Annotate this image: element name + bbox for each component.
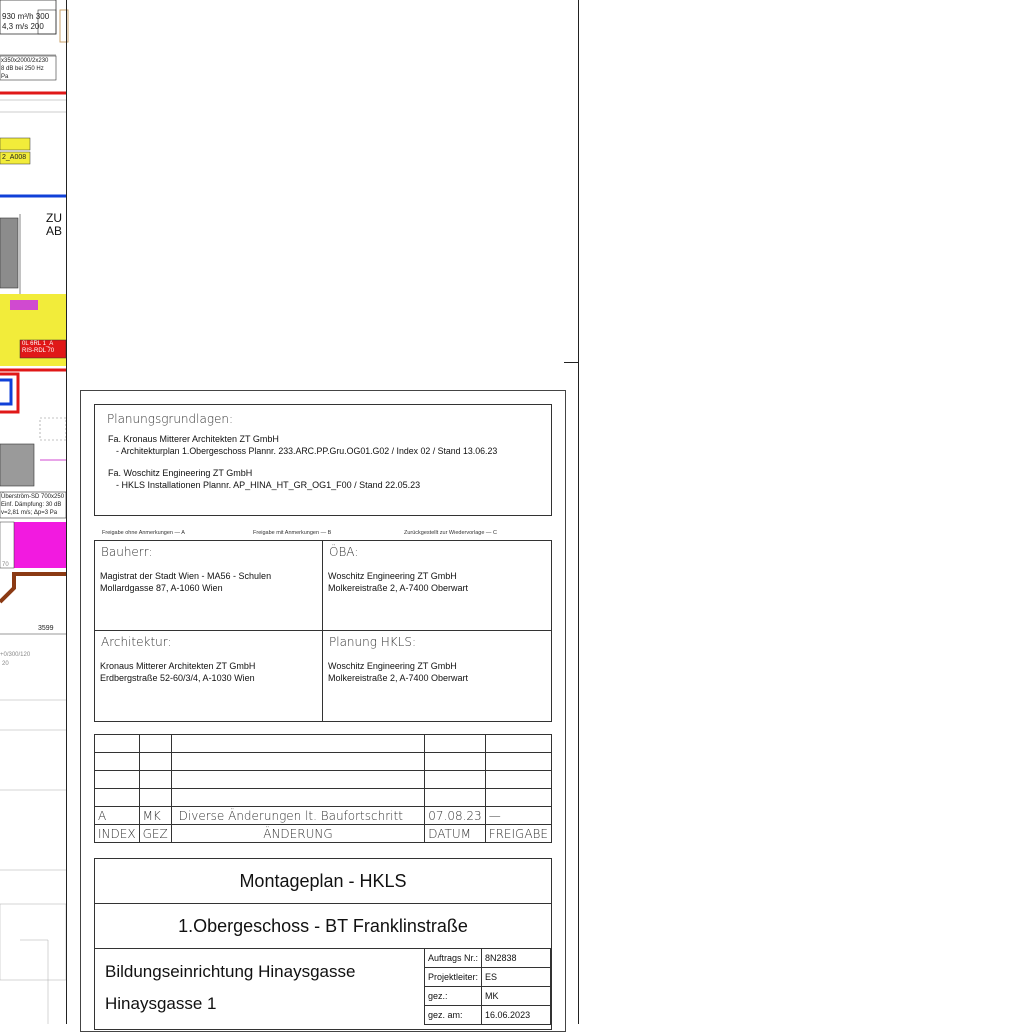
order-number-value: 8N2838 [482,949,551,968]
ab-text: AB [46,224,63,238]
drawn-date-label: gez. am: [425,1006,482,1025]
architecture-label: Architektur: [101,635,172,649]
red-tag-1: 0L 6RL 1_A [22,341,54,347]
flow-annotation [2,12,49,32]
drawing-title: Montageplan - HKLS [239,870,407,891]
revision-author: MK [139,807,171,825]
col-header-change: ÄNDERUNG [171,825,425,843]
project-name: Bildungseinrichtung Hinaysgasse [105,962,356,981]
planning-basis-line-2: - Architekturplan 1.Obergeschoss Plannr. 233.ARC.PP.Gru.OG01.G02 / Index 02 / Stand 13.06.23 [116,446,498,456]
sheet-left-border [66,0,67,1024]
approval-legend-a: Freigabe ohne Anmerkungen — A [102,530,185,536]
flow-text-1: 930 m³/h 300 [2,12,50,21]
approval-legend-c: Zurückgestellt zur Wiedervorlage — C [404,530,497,536]
dim-20: 20 [2,661,9,667]
project-info-table [424,948,551,1025]
project-lead-label: Projektleiter: [425,968,482,987]
red-duct-tag [22,341,54,355]
floor-plan-fragment [0,0,66,1024]
red-tag-2: RIS-RDL 70 [22,348,55,354]
drawn-by-label: gez.: [425,987,482,1006]
vertical-tag [0,227,2,271]
revision-empty-row [95,753,552,771]
planning-basis-line-1: Fa. Kronaus Mitterer Architekten ZT GmbH [108,434,279,444]
hkls-planning-label: Planung HKLS: [329,635,416,649]
site-supervision-line-2: Molkereistraße 2, A-7400 Oberwart [328,583,469,593]
revision-empty-row [95,735,552,753]
client-line-2: Mollardgasse 87, A-1060 Wien [100,583,223,593]
client-label: Bauherr: [101,545,153,559]
planning-basis-line-4: - HKLS Installationen Plannr. AP_HINA_HT_GR_OG1_F00 / Stand 22.05.23 [116,480,421,490]
site-supervision-label: ÖBA: [329,545,359,559]
architecture-line-1: Kronaus Mitterer Architekten ZT GmbH [100,661,256,671]
revision-date: 07.08.23 [425,807,485,825]
overflow-annotation [1,493,64,517]
planning-basis-line-3: Fa. Woschitz Engineering ZT GmbH [108,468,253,478]
room-tag: 2_A008 [2,154,27,161]
revision-header-row [95,825,552,843]
dim-70: 70 [2,562,9,568]
revision-description: Diverse Änderungen lt. Baufortschritt [171,807,425,825]
site-supervision-line-1: Woschitz Engineering ZT GmbH [328,571,457,581]
duct-annotation [1,57,48,81]
overflow-text-1: Überström-SD 700x250 [1,494,65,500]
col-header-author: GEZ [139,825,171,843]
damping-text: 8 dB bei 250 Hz [1,66,44,72]
hkls-planning-line-1: Woschitz Engineering ZT GmbH [328,661,457,671]
planning-basis-box [94,404,552,516]
drawn-by-value: MK [482,987,551,1006]
drawn-date-value: 16.06.2023 [482,1006,551,1025]
revision-table [94,734,552,843]
revision-approval: — [485,807,551,825]
revision-index: A [95,807,140,825]
air-direction-label [46,212,62,238]
duct-size-text: x350x2000/2x230 [1,58,49,64]
col-header-index: INDEX [95,825,140,843]
overflow-text-3: v=2,81 m/s; Δp=3 Pa [1,510,58,516]
project-address: Hinaysgasse 1 [105,994,217,1013]
client-line-1: Magistrat der Stadt Wien - MA56 - Schulen [100,571,272,581]
revision-row [95,807,552,825]
sheet-right-border [578,0,579,1024]
zu-text: ZU [46,211,62,225]
parties-grid [94,540,552,722]
dim-120: +0/300/120 [0,652,31,658]
approval-legend-b: Freigabe mit Anmerkungen — B [253,530,332,536]
pa-text: Pa [1,74,9,80]
hkls-planning-line-2: Molkereistraße 2, A-7400 Oberwart [328,673,469,683]
project-lead-value: ES [482,968,551,987]
col-header-date: DATUM [425,825,485,843]
col-header-approval: FREIGABE [485,825,551,843]
parties-divider-h [95,630,551,631]
revision-empty-row [95,771,552,789]
revision-empty-row [95,789,552,807]
overflow-text-2: Einf. Dämpfung: 30 dB [1,502,62,508]
architecture-line-2: Erdbergstraße 52-60/3/4, A-1030 Wien [100,673,255,683]
sheet-tick [564,362,578,363]
dim-3599: 3599 [38,625,54,632]
parties-divider-v [322,541,323,721]
flow-text-2: 4,3 m/s 200 [2,22,44,31]
drawing-subtitle: 1.Obergeschoss - BT Franklinstraße [178,915,468,936]
planning-basis-heading: Planungsgrundlagen: [107,412,234,426]
order-number-label: Auftrags Nr.: [425,949,482,968]
